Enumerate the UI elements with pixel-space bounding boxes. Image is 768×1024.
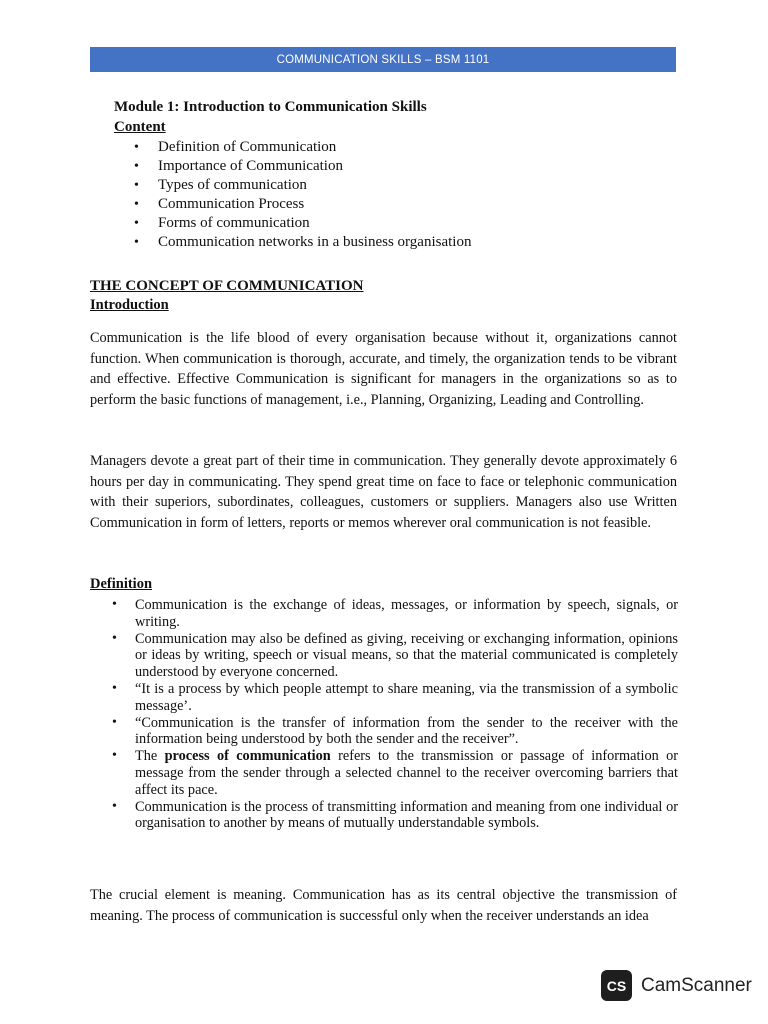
intro-paragraph-2: Managers devote a great part of their time in communication. They generally devote approximately 6 hours per day in communicating. They spend great time on face to face or telephonic communication with their superiors, subordinates, colleagues, customers or suppliers. Managers also use Written Communication in form of letters, reports or memos wherever oral communication is not feasible. [90, 453, 677, 531]
content-item: • Communication Process [114, 195, 684, 214]
introduction-heading: Introduction [90, 297, 169, 313]
content-item: • Forms of communication [114, 214, 684, 233]
camscanner-watermark [601, 970, 752, 1001]
module-overview [114, 97, 684, 252]
definition-item-bold-term: process of communication [164, 748, 331, 765]
page-header-bar [90, 47, 676, 72]
camscanner-logo-icon: CS [601, 970, 632, 1001]
content-item: • Importance of Communication [114, 157, 684, 176]
content-item: • Definition of Communication [114, 138, 684, 157]
definition-item-rest: refers to the transmission or passage of information or message from the sender through a selected channel to the receiver overcoming barriers that affect its pace. [135, 748, 679, 798]
header-title: COMMUNICATION SKILLS – BSM 1101 [276, 53, 490, 66]
content-item: • Communication networks in a business organisation [114, 233, 684, 252]
definition-item: • Communication is the process of transmitting information and meaning from one individual or organisation to another by means of mutually understandable symbols. [90, 799, 678, 833]
definition-item: • Communication is the exchange of ideas, messages, or information by speech, signals, or writing. [90, 597, 678, 631]
definition-item: • “It is a process by which people attempt to share meaning, via the transmission of a symbolic message’. [90, 681, 678, 715]
definition-item-prefix: The [135, 748, 165, 765]
definition-item [90, 748, 678, 798]
definition-heading: Definition [90, 576, 153, 592]
definition-list [90, 597, 678, 832]
definition-item: • “Communication is the transfer of information from the sender to the receiver with the information being understood by both the sender and the receiver”. [90, 715, 678, 749]
intro-paragraph-1: Communication is the life blood of every organisation because without it, organizations cannot function. When communication is thorough, accurate, and timely, the organization tends to be vibrant and effective. Effective Communication is significant for managers in the organizations so as to perform the basic functions of management, i.e., Planning, Organizing, Leading and Controlling. [90, 330, 677, 408]
content-list [114, 138, 684, 252]
module-title: Module 1: Introduction to Communication Skills [114, 99, 427, 115]
closing-paragraph: The crucial element is meaning. Communication has as its central objective the transmission of meaning. The process of communication is successful only when the receiver understands an idea [90, 887, 677, 924]
concept-heading: THE CONCEPT OF COMMUNICATION [90, 278, 364, 294]
camscanner-brand-text: CamScanner [641, 974, 752, 996]
definition-item: • Communication may also be defined as giving, receiving or exchanging information, opinions or ideas by writing, speech or visual means, so that the material communicated is completely understood by everyone concerned. [90, 631, 678, 681]
content-label: Content [114, 119, 166, 135]
content-item: • Types of communication [114, 176, 684, 195]
